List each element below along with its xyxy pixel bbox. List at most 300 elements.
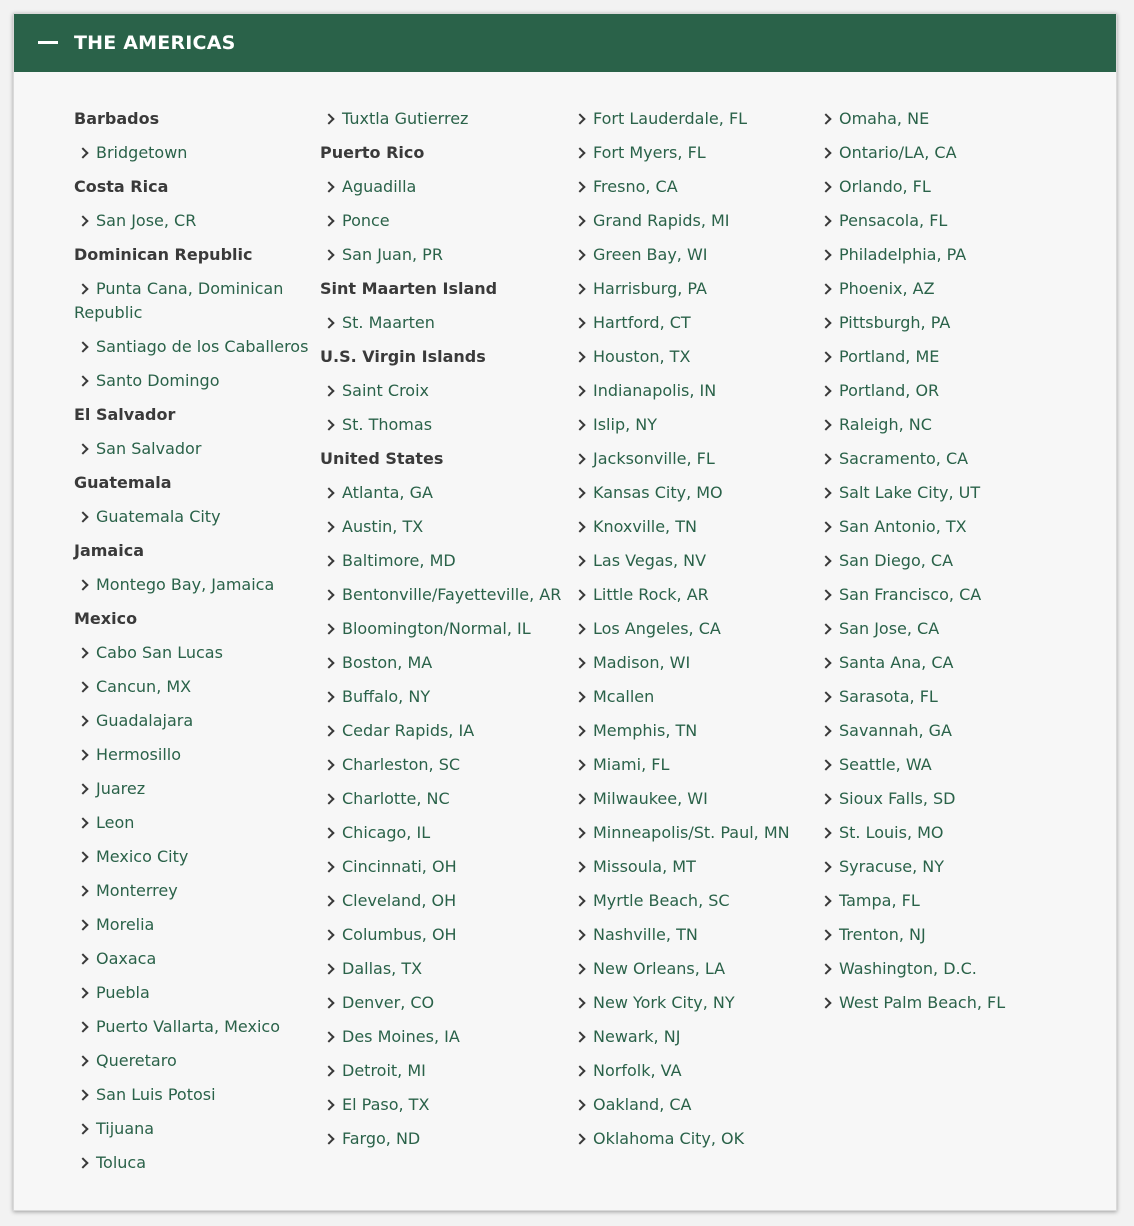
minus-icon[interactable]: [38, 41, 58, 44]
city-link[interactable]: San Salvador: [96, 439, 202, 458]
city-list-item[interactable]: [817, 515, 1057, 539]
city-link[interactable]: Tampa, FL: [839, 891, 920, 910]
city-link[interactable]: Sarasota, FL: [839, 687, 938, 706]
city-list-item[interactable]: [74, 335, 314, 359]
city-list-item[interactable]: [74, 1117, 314, 1141]
city-list-item[interactable]: [571, 515, 811, 539]
city-list-item[interactable]: [817, 345, 1057, 369]
country-heading: Jamaica: [74, 541, 144, 560]
city-link[interactable]: Montego Bay, Jamaica: [96, 575, 275, 594]
chevron-right-icon: [77, 851, 88, 862]
chevron-right-icon: [574, 861, 585, 872]
city-link[interactable]: Monterrey: [96, 881, 178, 900]
chevron-right-icon: [323, 487, 334, 498]
city-list-item[interactable]: [817, 821, 1057, 845]
city-list-item[interactable]: [571, 311, 811, 335]
city-list-item[interactable]: [74, 777, 314, 801]
city-link[interactable]: Queretaro: [96, 1051, 177, 1070]
city-list-item[interactable]: [817, 719, 1057, 743]
city-list-item[interactable]: [74, 845, 314, 869]
city-list-item[interactable]: [571, 107, 811, 131]
chevron-right-icon: [323, 555, 334, 566]
chevron-right-icon: [820, 929, 831, 940]
city-link[interactable]: Hartford, CT: [593, 313, 691, 332]
city-list-item[interactable]: [74, 709, 314, 733]
city-list-item[interactable]: [817, 243, 1057, 267]
country-group-heading: [74, 607, 314, 631]
city-list-item[interactable]: [74, 1083, 314, 1107]
city-list-item[interactable]: [817, 481, 1057, 505]
city-list-item[interactable]: [571, 821, 811, 845]
city-link[interactable]: Boston, MA: [342, 653, 433, 672]
chevron-right-icon: [574, 793, 585, 804]
city-link[interactable]: Bloomington/Normal, IL: [342, 619, 531, 638]
chevron-right-icon: [820, 759, 831, 770]
city-link[interactable]: New York City, NY: [593, 993, 735, 1012]
city-link[interactable]: Columbus, OH: [342, 925, 457, 944]
city-link[interactable]: New Orleans, LA: [593, 959, 726, 978]
city-link[interactable]: Ponce: [342, 211, 390, 230]
city-list-item[interactable]: [74, 209, 314, 233]
city-list-item[interactable]: [320, 481, 566, 505]
city-link[interactable]: Phoenix, AZ: [839, 279, 935, 298]
chevron-right-icon: [820, 725, 831, 736]
city-list-item[interactable]: [571, 1093, 811, 1117]
city-link[interactable]: Guatemala City: [96, 507, 221, 526]
city-list-item[interactable]: [320, 549, 566, 573]
city-link[interactable]: Miami, FL: [593, 755, 670, 774]
city-list-item[interactable]: [320, 1093, 566, 1117]
city-link[interactable]: San Jose, CR: [96, 211, 197, 230]
city-list-item[interactable]: [571, 1059, 811, 1083]
city-list-item[interactable]: [817, 311, 1057, 335]
city-list-item[interactable]: [74, 981, 314, 1005]
city-link[interactable]: Sacramento, CA: [839, 449, 969, 468]
city-link[interactable]: Fresno, CA: [593, 177, 678, 196]
city-list-item[interactable]: [320, 175, 566, 199]
chevron-right-icon: [820, 181, 831, 192]
chevron-right-icon: [77, 443, 88, 454]
city-list-item[interactable]: [817, 991, 1057, 1015]
country-heading: Puerto Rico: [320, 143, 425, 162]
city-list-item[interactable]: [817, 753, 1057, 777]
city-list-item[interactable]: [320, 617, 566, 641]
chevron-right-icon: [574, 1133, 585, 1144]
city-link[interactable]: San Juan, PR: [342, 245, 443, 264]
city-link[interactable]: Dallas, TX: [342, 959, 423, 978]
city-link[interactable]: Tijuana: [96, 1119, 155, 1138]
city-link[interactable]: Saint Croix: [342, 381, 430, 400]
city-link[interactable]: Punta Cana, Dominican Republic: [74, 279, 284, 322]
city-link[interactable]: Mcallen: [593, 687, 655, 706]
city-link[interactable]: Mexico City: [96, 847, 189, 866]
chevron-right-icon: [323, 623, 334, 634]
country-group-heading: [320, 447, 566, 471]
city-link[interactable]: San Diego, CA: [839, 551, 954, 570]
city-list-item[interactable]: [74, 505, 314, 529]
city-list-item[interactable]: [74, 743, 314, 767]
city-link[interactable]: Morelia: [96, 915, 155, 934]
city-list-item[interactable]: [320, 243, 566, 267]
city-link[interactable]: Syracuse, NY: [839, 857, 945, 876]
chevron-right-icon: [574, 113, 585, 124]
city-list-item[interactable]: [571, 1127, 811, 1151]
chevron-right-icon: [574, 691, 585, 702]
chevron-right-icon: [820, 861, 831, 872]
chevron-right-icon: [323, 929, 334, 940]
city-list-item[interactable]: [817, 549, 1057, 573]
city-link[interactable]: Atlanta, GA: [342, 483, 433, 502]
city-link[interactable]: Orlando, FL: [839, 177, 931, 196]
city-list-item[interactable]: [320, 209, 566, 233]
chevron-right-icon: [323, 521, 334, 532]
city-list-item[interactable]: [817, 787, 1057, 811]
city-list-item[interactable]: [817, 651, 1057, 675]
city-list-item[interactable]: [74, 573, 314, 597]
city-list-item[interactable]: [320, 1059, 566, 1083]
city-list-item[interactable]: [74, 675, 314, 699]
accordion-title: THE AMERICAS: [74, 32, 236, 54]
city-link[interactable]: Oklahoma City, OK: [593, 1129, 745, 1148]
chevron-right-icon: [323, 317, 334, 328]
country-heading: El Salvador: [74, 405, 176, 424]
chevron-right-icon: [323, 793, 334, 804]
city-link[interactable]: Cabo San Lucas: [96, 643, 223, 662]
city-list-item[interactable]: [320, 787, 566, 811]
city-list-item[interactable]: [571, 447, 811, 471]
city-list-item[interactable]: [320, 685, 566, 709]
city-link[interactable]: Toluca: [96, 1153, 147, 1172]
city-link[interactable]: St. Louis, MO: [839, 823, 944, 842]
city-list-item[interactable]: [817, 889, 1057, 913]
city-link[interactable]: St. Thomas: [342, 415, 433, 434]
city-list-item[interactable]: [320, 651, 566, 675]
city-list-item[interactable]: [571, 923, 811, 947]
city-link[interactable]: Aguadilla: [342, 177, 417, 196]
city-list-item[interactable]: [571, 617, 811, 641]
chevron-right-icon: [574, 963, 585, 974]
country-group-heading: [320, 141, 566, 165]
chevron-right-icon: [77, 817, 88, 828]
city-link[interactable]: Little Rock, AR: [593, 585, 709, 604]
city-list-item[interactable]: [571, 277, 811, 301]
city-link[interactable]: Portland, ME: [839, 347, 940, 366]
chevron-right-icon: [323, 1065, 334, 1076]
city-list-item[interactable]: [571, 685, 811, 709]
city-link[interactable]: Leon: [96, 813, 135, 832]
city-link[interactable]: Charleston, SC: [342, 755, 461, 774]
city-link[interactable]: Omaha, NE: [839, 109, 930, 128]
city-list-item[interactable]: [571, 583, 811, 607]
city-list-item[interactable]: [320, 889, 566, 913]
city-list-item[interactable]: [571, 549, 811, 573]
city-link[interactable]: San Luis Potosi: [96, 1085, 216, 1104]
city-list-item[interactable]: [817, 685, 1057, 709]
city-link[interactable]: Cincinnati, OH: [342, 857, 457, 876]
city-link[interactable]: Oakland, CA: [593, 1095, 692, 1114]
city-list-item[interactable]: [571, 787, 811, 811]
city-link[interactable]: Norfolk, VA: [593, 1061, 682, 1080]
chevron-right-icon: [574, 147, 585, 158]
city-link[interactable]: Bentonville/Fayetteville, AR: [342, 585, 562, 604]
city-link[interactable]: Charlotte, NC: [342, 789, 450, 808]
city-list-item[interactable]: [74, 879, 314, 903]
city-list-item[interactable]: [817, 447, 1057, 471]
city-link[interactable]: Savannah, GA: [839, 721, 952, 740]
city-list-item[interactable]: [571, 991, 811, 1015]
city-link[interactable]: Madison, WI: [593, 653, 691, 672]
city-link[interactable]: San Jose, CA: [839, 619, 940, 638]
city-list-item[interactable]: [320, 719, 566, 743]
chevron-right-icon: [820, 249, 831, 260]
city-list-item[interactable]: [817, 855, 1057, 879]
city-list-item[interactable]: [320, 413, 566, 437]
city-list-item[interactable]: [74, 141, 314, 165]
chevron-right-icon: [77, 1123, 88, 1134]
chevron-right-icon: [323, 249, 334, 260]
city-list-item[interactable]: [74, 913, 314, 937]
city-link[interactable]: Las Vegas, NV: [593, 551, 707, 570]
chevron-right-icon: [820, 147, 831, 158]
city-link[interactable]: Cleveland, OH: [342, 891, 457, 910]
city-list-item[interactable]: [817, 583, 1057, 607]
city-link[interactable]: Buffalo, NY: [342, 687, 431, 706]
city-list-item[interactable]: [320, 379, 566, 403]
city-list-item[interactable]: [817, 957, 1057, 981]
chevron-right-icon: [574, 895, 585, 906]
city-list-item[interactable]: [571, 719, 811, 743]
chevron-right-icon: [77, 1021, 88, 1032]
americas-accordion-panel: [13, 13, 1117, 1211]
city-list-item[interactable]: [74, 437, 314, 461]
city-link[interactable]: Fargo, ND: [342, 1129, 421, 1148]
city-list-item[interactable]: [320, 107, 566, 131]
city-link[interactable]: Chicago, IL: [342, 823, 431, 842]
city-list-item[interactable]: [74, 641, 314, 665]
chevron-right-icon: [77, 953, 88, 964]
city-link[interactable]: Pensacola, FL: [839, 211, 948, 230]
city-link[interactable]: Bridgetown: [96, 143, 188, 162]
city-link[interactable]: Juarez: [96, 779, 146, 798]
chevron-right-icon: [77, 511, 88, 522]
chevron-right-icon: [820, 895, 831, 906]
city-list-item[interactable]: [320, 957, 566, 981]
chevron-right-icon: [574, 623, 585, 634]
chevron-right-icon: [323, 997, 334, 1008]
city-link[interactable]: Des Moines, IA: [342, 1027, 460, 1046]
city-list-item[interactable]: [571, 175, 811, 199]
city-list-item[interactable]: [571, 651, 811, 675]
city-link[interactable]: Los Angeles, CA: [593, 619, 721, 638]
chevron-right-icon: [323, 895, 334, 906]
chevron-right-icon: [574, 657, 585, 668]
chevron-right-icon: [77, 579, 88, 590]
city-link[interactable]: Detroit, MI: [342, 1061, 426, 1080]
city-link[interactable]: Harrisburg, PA: [593, 279, 707, 298]
chevron-right-icon: [820, 589, 831, 600]
chevron-right-icon: [574, 997, 585, 1008]
city-list-item[interactable]: [571, 345, 811, 369]
city-list-item[interactable]: [74, 1151, 314, 1175]
city-link[interactable]: Santa Ana, CA: [839, 653, 954, 672]
city-link[interactable]: Fort Myers, FL: [593, 143, 706, 162]
country-heading: Mexico: [74, 609, 138, 628]
city-link[interactable]: Seattle, WA: [839, 755, 932, 774]
column-1: [74, 107, 314, 1185]
city-link[interactable]: Trenton, NJ: [839, 925, 926, 944]
city-list-item[interactable]: [571, 481, 811, 505]
city-link[interactable]: Washington, D.C.: [839, 959, 977, 978]
city-list-item[interactable]: [571, 209, 811, 233]
chevron-right-icon: [820, 351, 831, 362]
chevron-right-icon: [323, 385, 334, 396]
city-link[interactable]: Fort Lauderdale, FL: [593, 109, 748, 128]
city-link[interactable]: Missoula, MT: [593, 857, 696, 876]
city-list-item[interactable]: [571, 379, 811, 403]
city-link[interactable]: Cancun, MX: [96, 677, 192, 696]
chevron-right-icon: [574, 555, 585, 566]
city-link[interactable]: Grand Rapids, MI: [593, 211, 730, 230]
city-link[interactable]: Santo Domingo: [96, 371, 220, 390]
city-link[interactable]: Newark, NJ: [593, 1027, 681, 1046]
chevron-right-icon: [820, 997, 831, 1008]
city-link[interactable]: Oaxaca: [96, 949, 157, 968]
city-list-item[interactable]: [571, 413, 811, 437]
city-list-item[interactable]: [320, 991, 566, 1015]
city-list-item[interactable]: [320, 1127, 566, 1151]
city-link[interactable]: Denver, CO: [342, 993, 435, 1012]
city-link[interactable]: Minneapolis/St. Paul, MN: [593, 823, 790, 842]
city-list-item[interactable]: [320, 855, 566, 879]
city-link[interactable]: San Antonio, TX: [839, 517, 967, 536]
city-list-item[interactable]: [817, 175, 1057, 199]
city-list-item[interactable]: [817, 617, 1057, 641]
chevron-right-icon: [574, 283, 585, 294]
city-list-item[interactable]: [74, 1049, 314, 1073]
city-link[interactable]: Indianapolis, IN: [593, 381, 717, 400]
chevron-right-icon: [77, 147, 88, 158]
country-heading: Barbados: [74, 109, 160, 128]
city-list-item[interactable]: [817, 413, 1057, 437]
city-list-item[interactable]: [571, 753, 811, 777]
country-group-heading: [320, 345, 566, 369]
chevron-right-icon: [77, 919, 88, 930]
city-link[interactable]: Philadelphia, PA: [839, 245, 967, 264]
chevron-right-icon: [820, 555, 831, 566]
chevron-right-icon: [323, 1133, 334, 1144]
city-link[interactable]: Sioux Falls, SD: [839, 789, 956, 808]
chevron-right-icon: [77, 647, 88, 658]
city-link[interactable]: Guadalajara: [96, 711, 194, 730]
chevron-right-icon: [574, 249, 585, 260]
city-list-item[interactable]: [74, 277, 314, 325]
city-list-item[interactable]: [817, 209, 1057, 233]
country-heading: U.S. Virgin Islands: [320, 347, 486, 366]
chevron-right-icon: [574, 827, 585, 838]
city-link[interactable]: Memphis, TN: [593, 721, 698, 740]
chevron-right-icon: [820, 793, 831, 804]
city-link[interactable]: Milwaukee, WI: [593, 789, 708, 808]
chevron-right-icon: [574, 929, 585, 940]
city-list-item[interactable]: [571, 141, 811, 165]
city-link[interactable]: Jacksonville, FL: [593, 449, 715, 468]
city-list-item[interactable]: [571, 855, 811, 879]
city-list-item[interactable]: [571, 243, 811, 267]
city-list-item[interactable]: [320, 583, 566, 607]
city-link[interactable]: Portland, OR: [839, 381, 940, 400]
city-list-item[interactable]: [571, 889, 811, 913]
city-list-item[interactable]: [74, 369, 314, 393]
city-link[interactable]: Austin, TX: [342, 517, 424, 536]
accordion-header[interactable]: [14, 14, 1116, 72]
city-list-item[interactable]: [320, 821, 566, 845]
city-link[interactable]: Kansas City, MO: [593, 483, 723, 502]
city-link[interactable]: Santiago de los Caballeros: [96, 337, 309, 356]
city-list-item[interactable]: [74, 811, 314, 835]
city-link[interactable]: Islip, NY: [593, 415, 658, 434]
city-list-item[interactable]: [817, 923, 1057, 947]
city-link[interactable]: El Paso, TX: [342, 1095, 430, 1114]
city-link[interactable]: Cedar Rapids, IA: [342, 721, 475, 740]
city-link[interactable]: Ontario/LA, CA: [839, 143, 957, 162]
city-link[interactable]: West Palm Beach, FL: [839, 993, 1006, 1012]
city-list-item[interactable]: [74, 1015, 314, 1039]
city-link[interactable]: San Francisco, CA: [839, 585, 982, 604]
city-link[interactable]: Hermosillo: [96, 745, 182, 764]
country-heading: Costa Rica: [74, 177, 169, 196]
city-list-item[interactable]: [817, 277, 1057, 301]
city-link[interactable]: Pittsburgh, PA: [839, 313, 951, 332]
city-link[interactable]: Baltimore, MD: [342, 551, 456, 570]
chevron-right-icon: [77, 1055, 88, 1066]
city-list-item[interactable]: [320, 753, 566, 777]
city-list-item[interactable]: [817, 379, 1057, 403]
city-list-item[interactable]: [320, 311, 566, 335]
chevron-right-icon: [820, 283, 831, 294]
country-heading: United States: [320, 449, 444, 468]
country-group-heading: [74, 471, 314, 495]
city-link[interactable]: Puerto Vallarta, Mexico: [96, 1017, 280, 1036]
city-list-item[interactable]: [817, 107, 1057, 131]
city-list-item[interactable]: [571, 957, 811, 981]
chevron-right-icon: [77, 715, 88, 726]
chevron-right-icon: [820, 419, 831, 430]
city-link[interactable]: Myrtle Beach, SC: [593, 891, 730, 910]
city-list-item[interactable]: [571, 1025, 811, 1049]
city-list-item[interactable]: [817, 141, 1057, 165]
country-group-heading: [74, 107, 314, 131]
city-link[interactable]: Raleigh, NC: [839, 415, 932, 434]
chevron-right-icon: [820, 521, 831, 532]
city-link[interactable]: Green Bay, WI: [593, 245, 708, 264]
city-link[interactable]: St. Maarten: [342, 313, 435, 332]
city-link[interactable]: Nashville, TN: [593, 925, 698, 944]
chevron-right-icon: [323, 181, 334, 192]
chevron-right-icon: [574, 317, 585, 328]
city-link[interactable]: Puebla: [96, 983, 150, 1002]
city-list-item[interactable]: [320, 1025, 566, 1049]
chevron-right-icon: [323, 861, 334, 872]
city-link[interactable]: Houston, TX: [593, 347, 691, 366]
column-3: [571, 107, 811, 1161]
city-link[interactable]: Tuxtla Gutierrez: [342, 109, 469, 128]
city-list-item[interactable]: [74, 947, 314, 971]
city-list-item[interactable]: [320, 515, 566, 539]
city-link[interactable]: Salt Lake City, UT: [839, 483, 981, 502]
chevron-right-icon: [323, 113, 334, 124]
city-link[interactable]: Knoxville, TN: [593, 517, 697, 536]
city-list-item[interactable]: [320, 923, 566, 947]
